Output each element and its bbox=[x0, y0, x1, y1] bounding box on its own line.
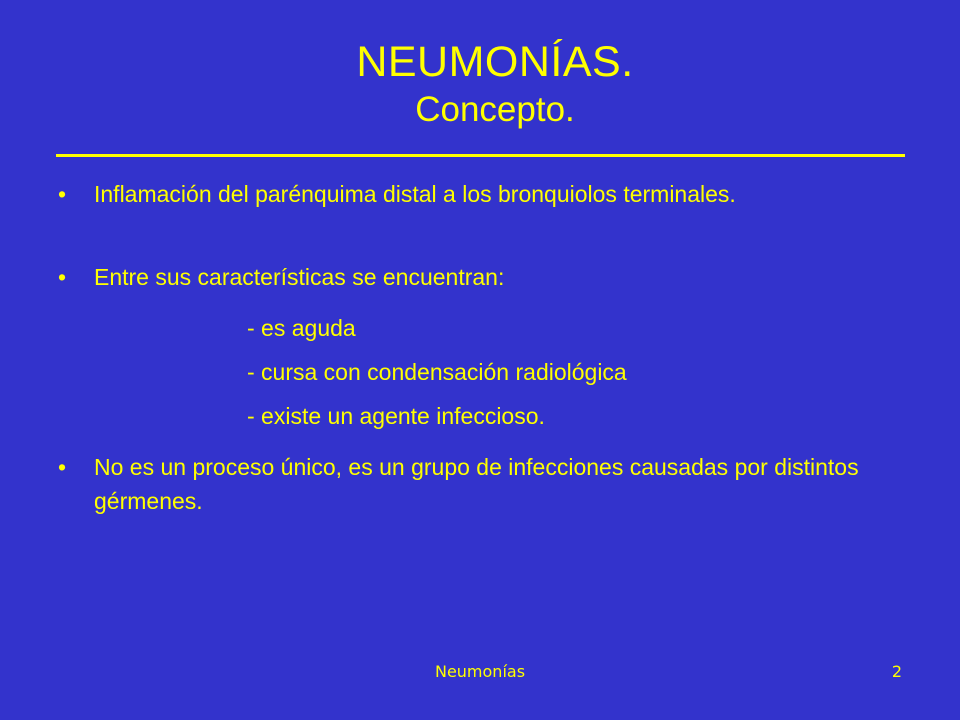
bullet-item: No es un proceso único, es un grupo de infecciones causadas por distintos gérmenes. bbox=[94, 454, 859, 514]
footer-label: Neumonías bbox=[434, 662, 526, 681]
title-underline bbox=[56, 154, 905, 157]
slide-subtitle: Concepto. bbox=[415, 90, 575, 129]
bullet-marker: • bbox=[58, 454, 67, 480]
bullet-marker: • bbox=[58, 181, 67, 207]
sub-item: - existe un agente infeccioso. bbox=[247, 403, 545, 429]
sub-item: - es aguda bbox=[247, 315, 356, 341]
page-number: 2 bbox=[891, 662, 902, 681]
bullet-item: Inflamación del parénquima distal a los bronquiolos terminales. bbox=[94, 181, 736, 207]
slide-title: NEUMONÍAS. bbox=[356, 38, 634, 86]
bullet-marker: • bbox=[58, 264, 67, 290]
bullet-item: Entre sus características se encuentran: bbox=[94, 264, 505, 290]
sub-item: - cursa con condensación radiológica bbox=[247, 359, 627, 385]
slide-title-block bbox=[0, 36, 960, 132]
